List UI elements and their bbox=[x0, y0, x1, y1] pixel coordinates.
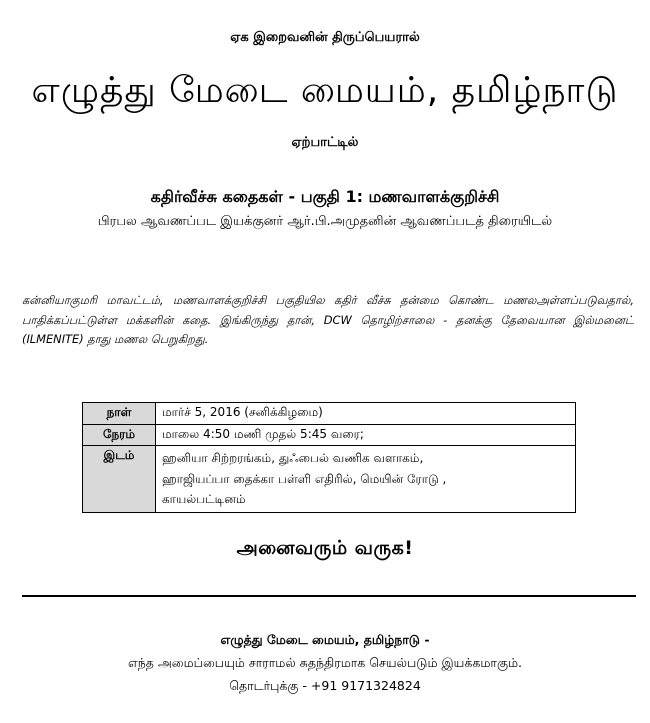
footer-note: எந்த அமைப்பையும் சாராமல் சுதந்திரமாக செயல்படும் இயக்கமாகும். bbox=[127, 655, 523, 670]
invocation-text: ஏக இறைவனின் திருப்பெயரால் bbox=[230, 30, 420, 45]
welcome-message: அனைவரும் வருக! bbox=[236, 537, 414, 559]
footer-contact: தொடர்புக்கு - +91 9171324824 bbox=[229, 678, 421, 693]
presents-text: ஏற்பாட்டில் bbox=[291, 135, 359, 150]
venue-line-town: காயல்பட்டினம் bbox=[162, 492, 246, 506]
venue-line-landmark: ஹாஜியப்பா தைக்கா பள்ளி எதிரில், மெயின் ரோடு , bbox=[162, 471, 447, 486]
venue-line-hall: ஹனியா சிற்றரங்கம், துஃபைல் வணிக வளாகம், bbox=[162, 451, 424, 465]
film-subtitle: பிரபல ஆவணப்பட இயக்குனர் ஆர்.பி.அமுதனின் ஆவணப்படத் திரையிடல் bbox=[97, 214, 553, 229]
event-details-table bbox=[82, 402, 576, 513]
venue-row bbox=[83, 446, 576, 513]
organization-title: எழுத்து மேடை மையம், தமிழ்நாடு bbox=[31, 70, 619, 111]
film-title: கதிர்வீச்சு கதைகள் - பகுதி 1: மணவாளக்குறிச்சி bbox=[150, 187, 500, 206]
time-row bbox=[83, 425, 576, 446]
venue-value bbox=[156, 446, 576, 513]
venue-label: இடம் bbox=[83, 446, 156, 513]
time-label: நேரம் bbox=[83, 425, 156, 446]
divider-line bbox=[22, 595, 636, 597]
footer-organization: எழுத்து மேடை மையம், தமிழ்நாடு - bbox=[220, 632, 430, 647]
date-value: மார்ச் 5, 2016 (சனிக்கிழமை) bbox=[156, 403, 576, 425]
date-row bbox=[83, 403, 576, 425]
film-description: கன்னியாகுமரி மாவட்டம், மணவாளக்குறிச்சி பகுதியில கதிர் வீச்சு தன்மை கொண்ட மணலஅள்ளப்படுவதால், பாதிக்கப்பட்டுள்ள மக்களின் கதை. இங்கிருந்து தான், DCW தொழிற்சாலை - தனக்கு தேவையான இல்மனைட் (ILMENITE) தாது மணல பெறுகிறது. bbox=[22, 293, 634, 346]
date-label: நாள் bbox=[83, 403, 156, 425]
time-value: மாலை 4:50 மணி முதல் 5:45 வரை; bbox=[156, 425, 576, 446]
